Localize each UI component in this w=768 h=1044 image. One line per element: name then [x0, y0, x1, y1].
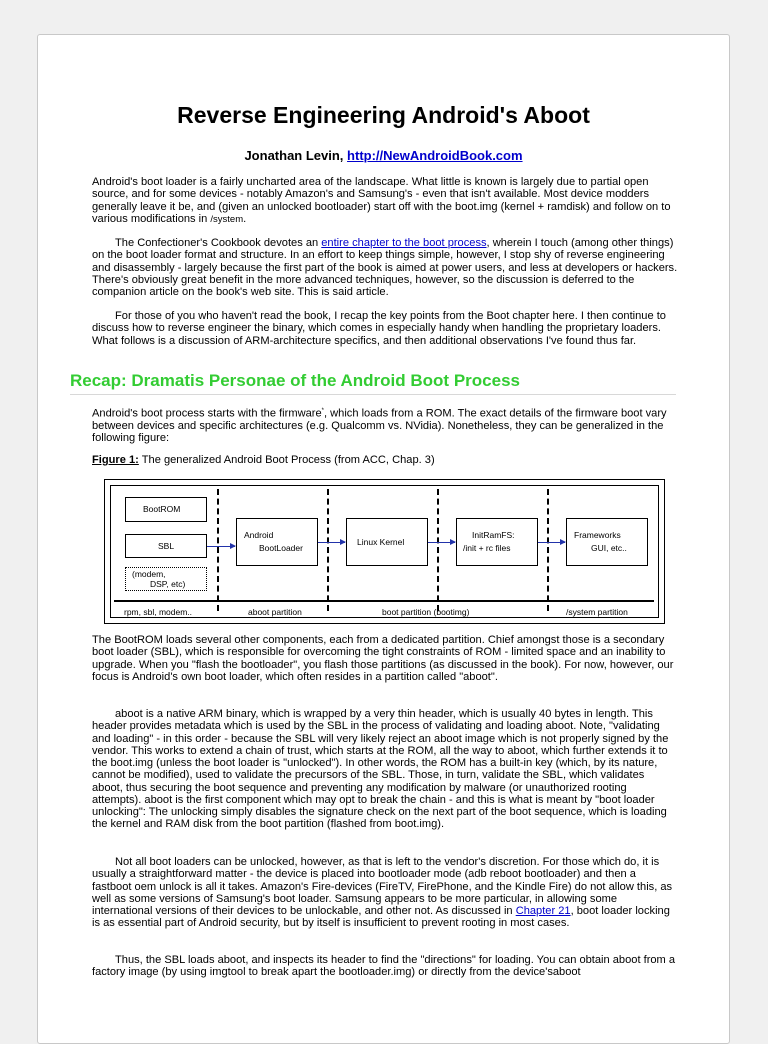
intro-paragraph-2: The Confectioner's Cookbook devotes an entire chapter to the boot process, wherein I touch (among other things) on the boot loader format and structure. In an effort to keep things simple, however, I stop shy of reverse engineering and disassembly - largely because the first part of the book is aimed at power users, and less at developers or hackers. There's obviously great benefit in the more advanced techniques, however, so the discussion is deferred to the companion article on the book's web site. This is said article. [92, 237, 678, 298]
frameworks-box: Frameworks GUI, etc.. [566, 518, 648, 566]
page-title: Reverse Engineering Android's Aboot [177, 102, 590, 128]
intro-paragraph-1: Android's boot loader is a fairly uncharted area of the landscape. What little is known is largely due to partial open source, and for some devices - notably Amazon's and Samsung's - even that isn't available. Most device modders generally leave it be, and (given an unlocked bootloader) start off with the boot.img (kernel + ramdisk) and follow on to various modifications in /system. [92, 176, 671, 225]
android-bootloader-box: Android BootLoader [236, 518, 318, 566]
sbl-box: SBL [125, 534, 207, 558]
separator-1 [217, 489, 219, 611]
footnote-marker[interactable]: * [321, 408, 324, 414]
initramfs-box: InitRamFS: /init + rc files [456, 518, 538, 566]
system-path: /system [210, 213, 244, 225]
author-name: Jonathan Levin, [244, 148, 344, 163]
boot-process-figure [104, 479, 665, 624]
partition-baseline [114, 600, 654, 602]
section-paragraph-5: Thus, the SBL loads aboot, and inspects its header to find the "directions" for loading. You can obtain aboot from a factory image (by using imgtool to break apart the bootloader.img) or directly from the device'saboot [92, 954, 676, 979]
arrow-kernel-to-initramfs [428, 542, 455, 543]
author-line [38, 148, 729, 163]
modem-box: (modem, DSP, etc) [125, 567, 207, 591]
partition-label-3: boot partition (bootimg) [382, 607, 470, 617]
section-divider [70, 394, 676, 395]
separator-4 [547, 489, 549, 611]
figure-caption [92, 454, 435, 466]
section-paragraph-1: Android's boot process starts with the firmware*, which loads from a ROM. The exact details of the firmware boot vary between devices and specific architectures (e.g. Qualcomm vs. NVidia). Nonetheless, they can be generalized in the following figure: [92, 407, 667, 445]
section-heading: Recap: Dramatis Personae of the Android Boot Process [70, 371, 520, 390]
document-page [37, 34, 730, 1044]
partition-label-4: /system partition [566, 607, 628, 617]
intro-paragraph-3: For those of you who haven't read the book, I recap the key points from the Boot chapter here. I then continue to discuss how to reverse engineer the binary, which comes in especially handy when handling the proprietary loaders. What follows is a discussion of ARM-architecture specifics, and then additional observations I've found thus far. [92, 310, 666, 347]
linux-kernel-box: Linux Kernel [346, 518, 428, 566]
figure-frame [110, 485, 659, 618]
bootrom-box: BootROM [125, 497, 207, 522]
section-paragraph-4: Not all boot loaders can be unlocked, however, as that is left to the vendor's discretion. For those which do, it is usually a straightforward matter - the device is placed into bootloader mode (adb reboot bootloader) and then a fastboot oem unlock is all it takes. Amazon's Fire-devices (FireTV, FirePhone, and the Kindle Fire) do not allow this, as well as some versions of Samsung's boot loader. Samsung appears to be more particular, in allowing some international versions of their devices to be unlockable, and other not. As discussed in Chapter 21, boot loader locking is as essential part of Android security, but by itself is insufficient to prevent rooting in most cases. [92, 856, 673, 930]
partition-label-2: aboot partition [248, 607, 302, 617]
boot-chapter-link[interactable]: entire chapter to the boot process [321, 237, 487, 249]
chapter-21-link[interactable]: Chapter 21 [515, 905, 571, 917]
partition-label-1: rpm, sbl, modem.. [124, 607, 193, 617]
author-link[interactable]: http://NewAndroidBook.com [347, 148, 523, 163]
section-paragraph-3: aboot is a native ARM binary, which is wrapped by a very thin header, which is usually 40 bytes in length. This header provides metadata which is used by the SBL in the process of validating and loading aboot. Note, "validating and loading" - in this order - because the SBL will very likely reject an aboot image which is not properly signed by the vendor. This works to extend a chain of trust, which starts at the ROM, all the way to aboot, which further extends it to the boot.img (unless the boot loader is "unlocked"). In other words, the ROM has a built-in key (which, by its nature, cannot be modified), used to validate the precursors of the SBL. Those, in turn, validate the SBL, which validates aboot, thus securing the boot sequence and preventing any modification by malware (or unauthorized rooting attempts). aboot is the first component which may opt to break the chain - and this is what is meant by "boot loader unlocking": The unlocking simply disables the signature check on the next part of the boot sequence, which is loading the kernel and RAM disk from the boot partition (flashed from boot.img). [92, 708, 669, 831]
separator-2 [327, 489, 329, 611]
arrow-aboot-to-kernel [318, 542, 345, 543]
section-paragraph-2: The BootROM loads several other components, each from a dedicated partition. Chief amongst those is a secondary boot loader (SBL), which is responsible for overcoming the tight constraints of ROM - limited space and an inability to upgrade. When you "flash the bootloader", you flash those partitions (as discussed in the book). For now, however, our focus is Android's own boot loader, which often resides in a partition called "aboot". [92, 634, 674, 683]
arrow-initramfs-to-frameworks [538, 542, 565, 543]
figure-caption-text: The generalized Android Boot Process (from ACC, Chap. 3) [141, 454, 435, 466]
separator-3 [437, 489, 439, 611]
arrow-sbl-to-aboot [207, 546, 235, 547]
figure-label: Figure 1: [92, 454, 139, 466]
